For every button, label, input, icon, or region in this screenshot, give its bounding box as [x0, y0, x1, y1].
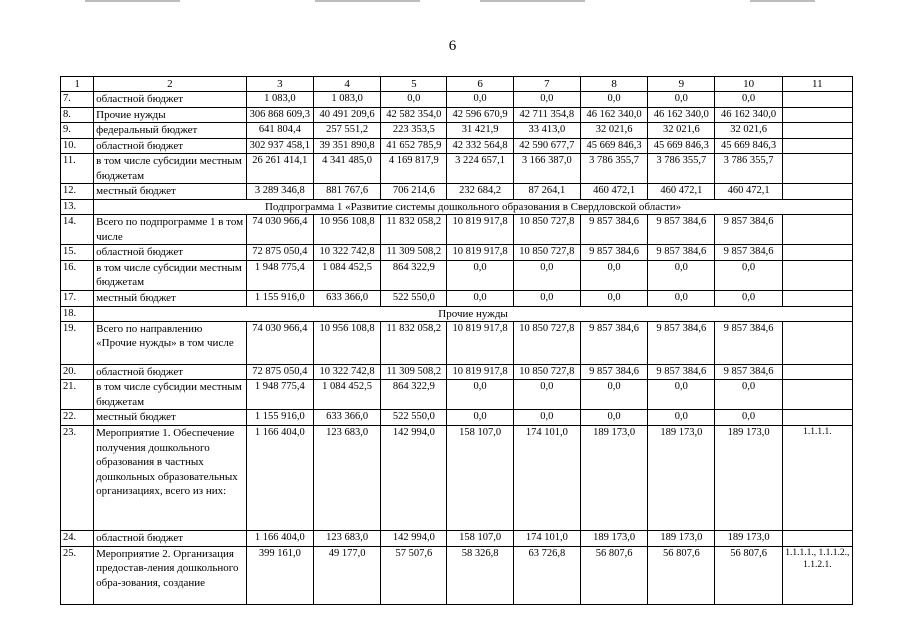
value-cell: 9 857 384,6	[715, 321, 782, 364]
row-number: 24.	[61, 531, 94, 547]
goal-code-cell	[782, 138, 852, 154]
table-row	[61, 321, 853, 364]
row-label: Мероприятие 1. Обеспечение получения дошкольного образования в частных дошкольных образовательных организациях, всего из них:	[94, 426, 247, 531]
value-cell: 10 322 742,8	[313, 364, 380, 380]
scan-artifact-line	[480, 0, 585, 2]
value-cell: 9 857 384,6	[580, 215, 647, 245]
value-cell: 45 669 846,3	[648, 138, 715, 154]
value-cell: 189 173,0	[580, 426, 647, 531]
value-cell: 0,0	[580, 380, 647, 410]
row-number: 8.	[61, 107, 94, 123]
value-cell: 9 857 384,6	[580, 245, 647, 261]
value-cell: 49 177,0	[313, 546, 380, 604]
value-cell: 10 819 917,8	[447, 321, 513, 364]
row-number: 22.	[61, 410, 94, 426]
row-label: в том числе субсидии местным бюджетам	[94, 260, 247, 290]
row-number: 21.	[61, 380, 94, 410]
value-cell: 9 857 384,6	[580, 364, 647, 380]
value-cell: 189 173,0	[580, 531, 647, 547]
table-body	[61, 92, 853, 605]
value-cell: 10 322 742,8	[313, 245, 380, 261]
value-cell: 3 166 387,0	[513, 154, 580, 184]
value-cell: 0,0	[715, 92, 782, 108]
table-row	[61, 380, 853, 410]
value-cell: 306 868 609,3	[246, 107, 313, 123]
row-label: областной бюджет	[94, 245, 247, 261]
value-cell: 0,0	[648, 380, 715, 410]
value-cell: 864 322,9	[381, 260, 447, 290]
goal-code-cell	[782, 245, 852, 261]
row-number: 7.	[61, 92, 94, 108]
value-cell: 0,0	[447, 410, 513, 426]
value-cell: 633 366,0	[313, 290, 380, 306]
row-label: федеральный бюджет	[94, 123, 247, 139]
value-cell: 1 166 404,0	[246, 531, 313, 547]
value-cell: 189 173,0	[648, 531, 715, 547]
value-cell: 63 726,8	[513, 546, 580, 604]
value-cell: 57 507,6	[381, 546, 447, 604]
value-cell: 174 101,0	[513, 531, 580, 547]
value-cell: 0,0	[648, 290, 715, 306]
value-cell: 9 857 384,6	[648, 215, 715, 245]
value-cell: 460 472,1	[648, 184, 715, 200]
value-cell: 460 472,1	[580, 184, 647, 200]
value-cell: 1 084 452,5	[313, 380, 380, 410]
value-cell: 11 832 058,2	[381, 321, 447, 364]
table-row	[61, 92, 853, 108]
goal-code-cell	[782, 531, 852, 547]
value-cell: 0,0	[648, 260, 715, 290]
row-label: областной бюджет	[94, 138, 247, 154]
value-cell: 0,0	[715, 410, 782, 426]
value-cell: 9 857 384,6	[648, 321, 715, 364]
goal-code-cell	[782, 364, 852, 380]
value-cell: 706 214,6	[381, 184, 447, 200]
header-cell: 9	[648, 77, 715, 92]
value-cell: 74 030 966,4	[246, 321, 313, 364]
value-cell: 1 084 452,5	[313, 260, 380, 290]
scan-artifact-line	[315, 0, 420, 2]
value-cell: 123 683,0	[313, 531, 380, 547]
value-cell: 142 994,0	[381, 426, 447, 531]
value-cell: 72 875 050,4	[246, 364, 313, 380]
row-label: местный бюджет	[94, 290, 247, 306]
value-cell: 0,0	[513, 410, 580, 426]
goal-code-cell: 1.1.1.1.	[782, 426, 852, 531]
value-cell: 26 261 414,1	[246, 154, 313, 184]
header-cell: 4	[313, 77, 380, 92]
goal-code-cell	[782, 260, 852, 290]
goal-code-cell	[782, 290, 852, 306]
table-row	[61, 123, 853, 139]
value-cell: 32 021,6	[648, 123, 715, 139]
value-cell: 74 030 966,4	[246, 215, 313, 245]
row-label: в том числе субсидии местным бюджетам	[94, 154, 247, 184]
table-row	[61, 107, 853, 123]
value-cell: 3 786 355,7	[648, 154, 715, 184]
section-title: Прочие нужды	[94, 306, 853, 321]
goal-code-cell: 1.1.1.1., 1.1.1.2., 1.1.2.1.	[782, 546, 852, 604]
value-cell: 0,0	[715, 380, 782, 410]
value-cell: 58 326,8	[447, 546, 513, 604]
value-cell: 9 857 384,6	[715, 215, 782, 245]
header-cell: 1	[61, 77, 94, 92]
value-cell: 11 832 058,2	[381, 215, 447, 245]
value-cell: 399 161,0	[246, 546, 313, 604]
value-cell: 3 786 355,7	[580, 154, 647, 184]
value-cell: 1 166 404,0	[246, 426, 313, 531]
value-cell: 0,0	[580, 260, 647, 290]
value-cell: 0,0	[715, 260, 782, 290]
value-cell: 45 669 846,3	[715, 138, 782, 154]
value-cell: 0,0	[447, 92, 513, 108]
value-cell: 223 353,5	[381, 123, 447, 139]
value-cell: 0,0	[715, 290, 782, 306]
value-cell: 189 173,0	[715, 426, 782, 531]
value-cell: 10 956 108,8	[313, 215, 380, 245]
header-cell: 8	[580, 77, 647, 92]
header-cell: 5	[381, 77, 447, 92]
section-title: Подпрограмма 1 «Развитие системы дошкольного образования в Свердловской области»	[94, 200, 853, 215]
value-cell: 9 857 384,6	[715, 364, 782, 380]
section-row	[61, 200, 853, 215]
value-cell: 0,0	[580, 92, 647, 108]
scan-artifact-line	[85, 0, 180, 2]
value-cell: 1 948 775,4	[246, 260, 313, 290]
value-cell: 9 857 384,6	[648, 364, 715, 380]
row-number: 10.	[61, 138, 94, 154]
row-label: в том числе субсидии местным бюджетам	[94, 380, 247, 410]
row-label: местный бюджет	[94, 184, 247, 200]
row-number: 20.	[61, 364, 94, 380]
row-number: 13.	[61, 200, 94, 215]
value-cell: 33 413,0	[513, 123, 580, 139]
header-cell: 2	[94, 77, 247, 92]
row-number: 12.	[61, 184, 94, 200]
goal-code-cell	[782, 215, 852, 245]
value-cell: 72 875 050,4	[246, 245, 313, 261]
value-cell: 1 083,0	[313, 92, 380, 108]
page-number: 6	[448, 38, 457, 54]
value-cell: 0,0	[513, 260, 580, 290]
value-cell: 0,0	[648, 92, 715, 108]
value-cell: 46 162 340,0	[648, 107, 715, 123]
goal-code-cell	[782, 123, 852, 139]
value-cell: 0,0	[447, 290, 513, 306]
value-cell: 189 173,0	[648, 426, 715, 531]
value-cell: 158 107,0	[447, 426, 513, 531]
value-cell: 10 819 917,8	[447, 215, 513, 245]
value-cell: 0,0	[381, 92, 447, 108]
table-row	[61, 184, 853, 200]
value-cell: 0,0	[513, 380, 580, 410]
goal-code-cell	[782, 107, 852, 123]
table-row	[61, 290, 853, 306]
value-cell: 3 786 355,7	[715, 154, 782, 184]
table-row	[61, 215, 853, 245]
value-cell: 56 807,6	[580, 546, 647, 604]
header-cell: 11	[782, 77, 852, 92]
value-cell: 10 819 917,8	[447, 364, 513, 380]
value-cell: 0,0	[447, 380, 513, 410]
row-number: 14.	[61, 215, 94, 245]
value-cell: 39 351 890,8	[313, 138, 380, 154]
goal-code-cell	[782, 321, 852, 364]
table-row	[61, 531, 853, 547]
row-label: областной бюджет	[94, 531, 247, 547]
value-cell: 0,0	[447, 260, 513, 290]
value-cell: 32 021,6	[715, 123, 782, 139]
scan-artifact-line	[750, 0, 815, 2]
row-label: Мероприятие 2. Организация предостав-ления дошкольного обра-зования, создание	[94, 546, 247, 604]
value-cell: 633 366,0	[313, 410, 380, 426]
header-cell: 7	[513, 77, 580, 92]
goal-code-cell	[782, 154, 852, 184]
row-number: 18.	[61, 306, 94, 321]
table-row	[61, 546, 853, 604]
value-cell: 31 421,9	[447, 123, 513, 139]
value-cell: 522 550,0	[381, 290, 447, 306]
value-cell: 40 491 209,6	[313, 107, 380, 123]
header-cell: 6	[447, 77, 513, 92]
row-label: Всего по направлению «Прочие нужды» в том числе	[94, 321, 247, 364]
value-cell: 10 850 727,8	[513, 215, 580, 245]
value-cell: 42 582 354,0	[381, 107, 447, 123]
row-number: 11.	[61, 154, 94, 184]
goal-code-cell	[782, 92, 852, 108]
row-number: 23.	[61, 426, 94, 531]
value-cell: 56 807,6	[715, 546, 782, 604]
table-row	[61, 245, 853, 261]
value-cell: 881 767,6	[313, 184, 380, 200]
value-cell: 42 596 670,9	[447, 107, 513, 123]
value-cell: 158 107,0	[447, 531, 513, 547]
table-row	[61, 364, 853, 380]
value-cell: 87 264,1	[513, 184, 580, 200]
section-row	[61, 306, 853, 321]
goal-code-cell	[782, 410, 852, 426]
value-cell: 42 711 354,8	[513, 107, 580, 123]
value-cell: 641 804,4	[246, 123, 313, 139]
value-cell: 460 472,1	[715, 184, 782, 200]
value-cell: 864 322,9	[381, 380, 447, 410]
value-cell: 45 669 846,3	[580, 138, 647, 154]
value-cell: 11 309 508,2	[381, 364, 447, 380]
value-cell: 32 021,6	[580, 123, 647, 139]
value-cell: 1 155 916,0	[246, 410, 313, 426]
header-cell: 10	[715, 77, 782, 92]
value-cell: 189 173,0	[715, 531, 782, 547]
row-number: 19.	[61, 321, 94, 364]
header-cell: 3	[246, 77, 313, 92]
value-cell: 3 224 657,1	[447, 154, 513, 184]
value-cell: 10 850 727,8	[513, 364, 580, 380]
value-cell: 46 162 340,0	[580, 107, 647, 123]
value-cell: 3 289 346,8	[246, 184, 313, 200]
value-cell: 1 948 775,4	[246, 380, 313, 410]
value-cell: 10 956 108,8	[313, 321, 380, 364]
value-cell: 0,0	[648, 410, 715, 426]
row-label: Всего по подпрограмме 1 в том числе	[94, 215, 247, 245]
value-cell: 0,0	[580, 290, 647, 306]
row-label: областной бюджет	[94, 364, 247, 380]
value-cell: 123 683,0	[313, 426, 380, 531]
goal-code-cell	[782, 380, 852, 410]
value-cell: 1 083,0	[246, 92, 313, 108]
row-number: 15.	[61, 245, 94, 261]
value-cell: 174 101,0	[513, 426, 580, 531]
row-number: 9.	[61, 123, 94, 139]
goal-code-cell	[782, 184, 852, 200]
table-row	[61, 138, 853, 154]
value-cell: 9 857 384,6	[715, 245, 782, 261]
row-label: областной бюджет	[94, 92, 247, 108]
value-cell: 10 819 917,8	[447, 245, 513, 261]
table-row	[61, 426, 853, 531]
value-cell: 522 550,0	[381, 410, 447, 426]
value-cell: 142 994,0	[381, 531, 447, 547]
row-number: 17.	[61, 290, 94, 306]
value-cell: 1 155 916,0	[246, 290, 313, 306]
value-cell: 0,0	[580, 410, 647, 426]
value-cell: 9 857 384,6	[648, 245, 715, 261]
row-label: местный бюджет	[94, 410, 247, 426]
value-cell: 232 684,2	[447, 184, 513, 200]
header-row	[61, 77, 853, 92]
table-row	[61, 154, 853, 184]
value-cell: 42 332 564,8	[447, 138, 513, 154]
row-number: 16.	[61, 260, 94, 290]
value-cell: 0,0	[513, 92, 580, 108]
value-cell: 9 857 384,6	[580, 321, 647, 364]
value-cell: 11 309 508,2	[381, 245, 447, 261]
budget-table	[60, 76, 853, 605]
value-cell: 10 850 727,8	[513, 321, 580, 364]
value-cell: 42 590 677,7	[513, 138, 580, 154]
row-label: Прочие нужды	[94, 107, 247, 123]
value-cell: 4 169 817,9	[381, 154, 447, 184]
value-cell: 10 850 727,8	[513, 245, 580, 261]
value-cell: 257 551,2	[313, 123, 380, 139]
value-cell: 46 162 340,0	[715, 107, 782, 123]
row-number: 25.	[61, 546, 94, 604]
value-cell: 0,0	[513, 290, 580, 306]
table-row	[61, 410, 853, 426]
value-cell: 41 652 785,9	[381, 138, 447, 154]
table-row	[61, 260, 853, 290]
value-cell: 302 937 458,1	[246, 138, 313, 154]
value-cell: 56 807,6	[648, 546, 715, 604]
value-cell: 4 341 485,0	[313, 154, 380, 184]
